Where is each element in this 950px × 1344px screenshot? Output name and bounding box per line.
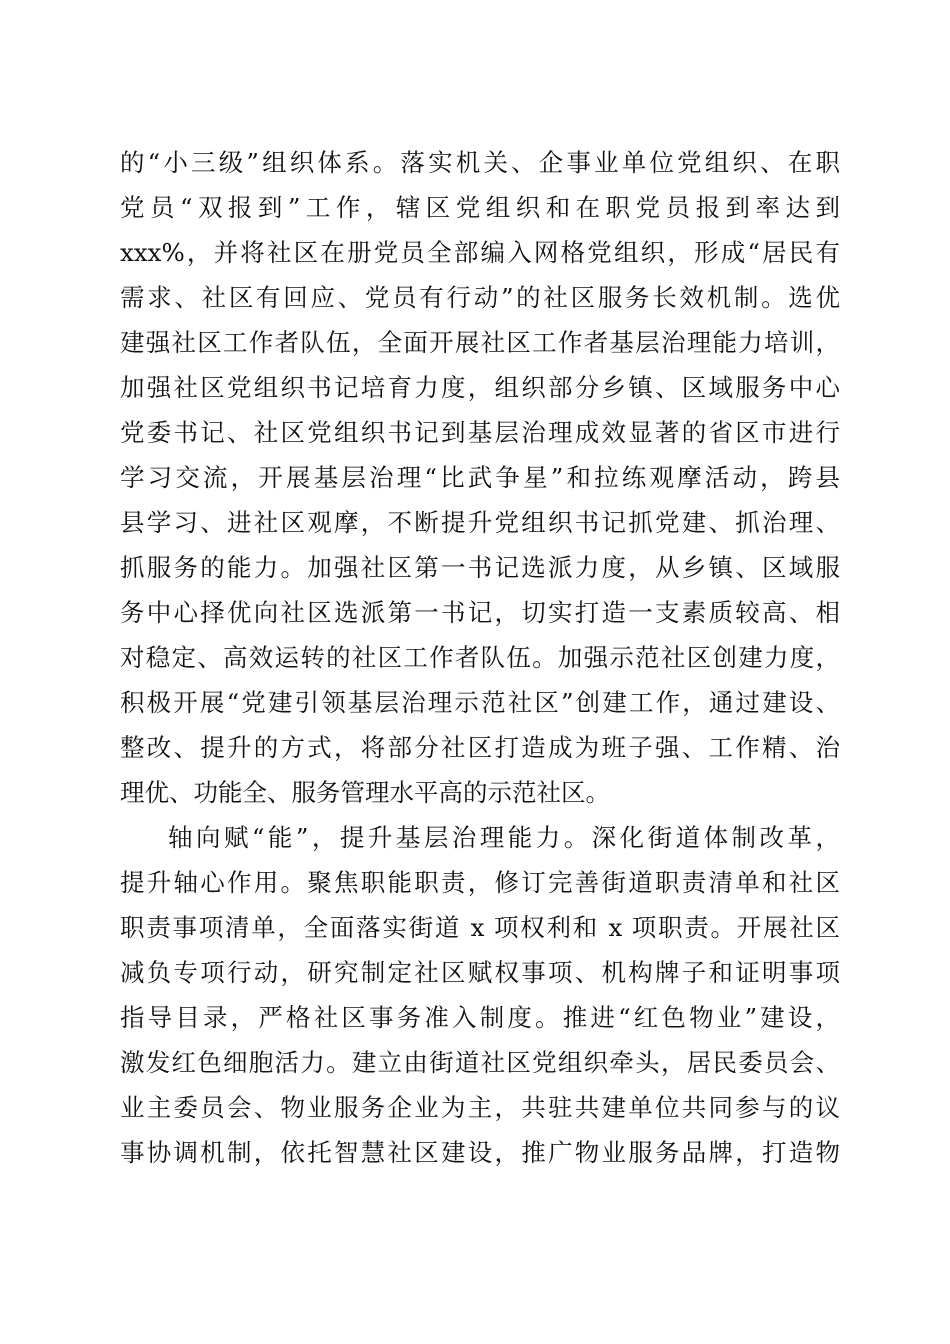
text-line: 减负专项行动，研究制定社区赋权事项、机构牌子和证明事项 <box>120 958 840 987</box>
text-line: 县学习、进社区观摩，不断提升党组织书记抓党建、抓治理、 <box>120 508 840 537</box>
text-line: 党员“双报到”工作，辖区党组织和在职党员报到率达到 <box>120 193 840 222</box>
text-line: 积极开展“党建引领基层治理示范社区”创建工作，通过建设、 <box>120 688 840 717</box>
paragraph-first-line: 轴向赋“能”，提升基层治理能力。深化街道体制改革， <box>168 823 840 852</box>
text-line: 加强社区党组织书记培育力度，组织部分乡镇、区域服务中心 <box>120 373 840 402</box>
text-line: 建强社区工作者队伍，全面开展社区工作者基层治理能力培训， <box>120 328 840 357</box>
text-line: 党委书记、社区党组织书记到基层治理成效显著的省区市进行 <box>120 418 840 447</box>
text-line: 务中心择优向社区选派第一书记，切实打造一支素质较高、相 <box>120 598 840 627</box>
text-line: xxx%，并将社区在册党员全部编入网格党组织，形成“居民有 <box>120 238 840 267</box>
text-line: 职责事项清单，全面落实街道 x 项权利和 x 项职责。开展社区 <box>120 913 840 942</box>
text-line: 理优、功能全、服务管理水平高的示范社区。 <box>120 778 610 807</box>
text-line: 提升轴心作用。聚焦职能职责，修订完善街道职责清单和社区 <box>120 868 840 897</box>
text-line: 需求、社区有回应、党员有行动”的社区服务长效机制。选优 <box>120 283 840 312</box>
text-line: 学习交流，开展基层治理“比武争星”和拉练观摩活动，跨县 <box>120 463 840 492</box>
text-line: 对稳定、高效运转的社区工作者队伍。加强示范社区创建力度， <box>120 643 840 672</box>
text-line: 事协调机制，依托智慧社区建设，推广物业服务品牌，打造物 <box>120 1138 840 1167</box>
text-line: 整改、提升的方式，将部分社区打造成为班子强、工作精、治 <box>120 733 840 762</box>
text-line: 指导目录，严格社区事务准入制度。推进“红色物业”建设， <box>120 1003 840 1032</box>
text-line: 的“小三级”组织体系。落实机关、企事业单位党组织、在职 <box>120 148 840 177</box>
text-line: 抓服务的能力。加强社区第一书记选派力度，从乡镇、区域服 <box>120 553 840 582</box>
text-line: 业主委员会、物业服务企业为主，共驻共建单位共同参与的议 <box>120 1093 840 1122</box>
text-line: 激发红色细胞活力。建立由街道社区党组织牵头，居民委员会、 <box>120 1048 840 1077</box>
